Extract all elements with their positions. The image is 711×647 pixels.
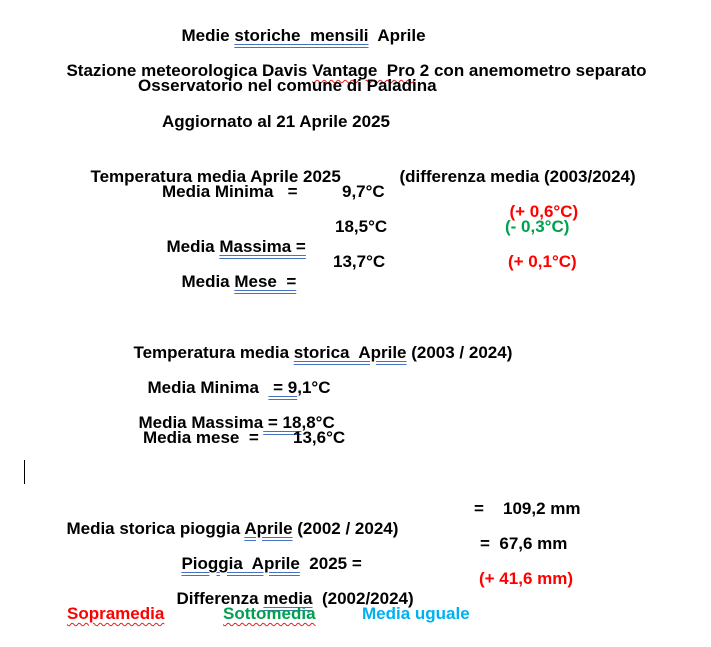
current-min-diff <box>488 182 578 222</box>
label-part-underlined: Pioggia Aprile <box>181 554 300 573</box>
title-part: Aprile <box>368 26 426 45</box>
rain-diff-label <box>167 569 414 609</box>
current-mese-label <box>172 252 296 292</box>
label-part-underlined: Massima <box>219 237 292 256</box>
rain-current-value: = 67,6 mm <box>480 534 568 553</box>
current-diff-heading <box>374 147 636 187</box>
legend-below: Sottomedia <box>223 604 316 623</box>
heading-part: Temperatura media <box>133 343 294 362</box>
rain-historical-eq: = <box>474 499 484 518</box>
current-min-label: Media Minima = <box>162 182 298 201</box>
value-part: ,1°C <box>297 378 331 397</box>
heading-part-underlined: storica Aprile <box>293 343 407 362</box>
rain-historical-value: 109,2 mm <box>503 499 581 518</box>
label-part: Media <box>181 272 235 291</box>
label-part: 2025 = <box>299 554 362 573</box>
label-part-underlined: = 9 <box>268 378 298 397</box>
page-title <box>172 6 426 46</box>
station-part: Stazione meteorologica Davis <box>66 61 313 80</box>
label-part: Differenza <box>176 589 264 608</box>
label-part-underlined: Mese = <box>234 272 297 291</box>
title-part-underlined: storiche mensili <box>234 26 369 45</box>
updated-line: Aggiornato al 21 Aprile 2025 <box>162 112 390 131</box>
title-part: Medie <box>181 26 235 45</box>
current-mese-value: 13,7°C <box>333 252 386 271</box>
label-part: Media storica pioggia <box>66 519 245 538</box>
current-max-diff: (- 0,3°C) <box>505 217 570 236</box>
label-part-underlined: = <box>291 237 306 256</box>
label-part: (2002/2024) <box>312 589 414 608</box>
value-part: ,8°C <box>301 413 335 432</box>
label-part-underlined: = 18 <box>263 413 302 432</box>
current-max-value: 18,5°C <box>335 217 388 236</box>
current-heading-text: Temperatura media Aprile 2025 <box>90 167 341 186</box>
rain-current-label <box>172 534 362 574</box>
historical-max <box>129 393 335 433</box>
blank-underline-mark <box>383 168 399 182</box>
label-part: Media <box>166 237 220 256</box>
label-part: Media Massima <box>138 413 264 432</box>
historical-mese-label: Media mese = <box>143 428 259 447</box>
label-part-underlined: Aprile <box>244 519 293 538</box>
legend-equal: Media uguale <box>362 604 470 623</box>
current-min-diff-text: (+ 0,6°C) <box>509 202 579 221</box>
label-part: (2002 / 2024) <box>292 519 399 538</box>
current-min-value: 9,7°C <box>342 182 385 201</box>
current-diff-heading-text: (differenza media (2003/2024) <box>399 167 636 186</box>
current-mese-diff: (+ 0,1°C) <box>508 252 577 271</box>
historical-heading <box>124 323 512 363</box>
station-part: 2 con anemometro separato <box>415 61 647 80</box>
historical-mese-value: 13,6°C <box>293 428 346 447</box>
rain-historical-label <box>57 499 398 539</box>
legend-above: Sopramedia <box>67 604 165 623</box>
text-cursor <box>24 460 25 484</box>
heading-part: (2003 / 2024) <box>406 343 513 362</box>
label-part: Media Minima <box>147 378 269 397</box>
label-part-underlined: media <box>263 589 313 608</box>
current-max-label <box>157 217 306 257</box>
rain-diff-value: (+ 41,6 mm) <box>479 569 574 588</box>
historical-min <box>138 358 330 398</box>
observatory-line: Osservatorio nel comune di Paladina <box>138 76 437 95</box>
current-heading <box>81 147 341 187</box>
station-line <box>57 41 647 81</box>
station-part-underlined: Vantage Pro <box>312 61 416 80</box>
